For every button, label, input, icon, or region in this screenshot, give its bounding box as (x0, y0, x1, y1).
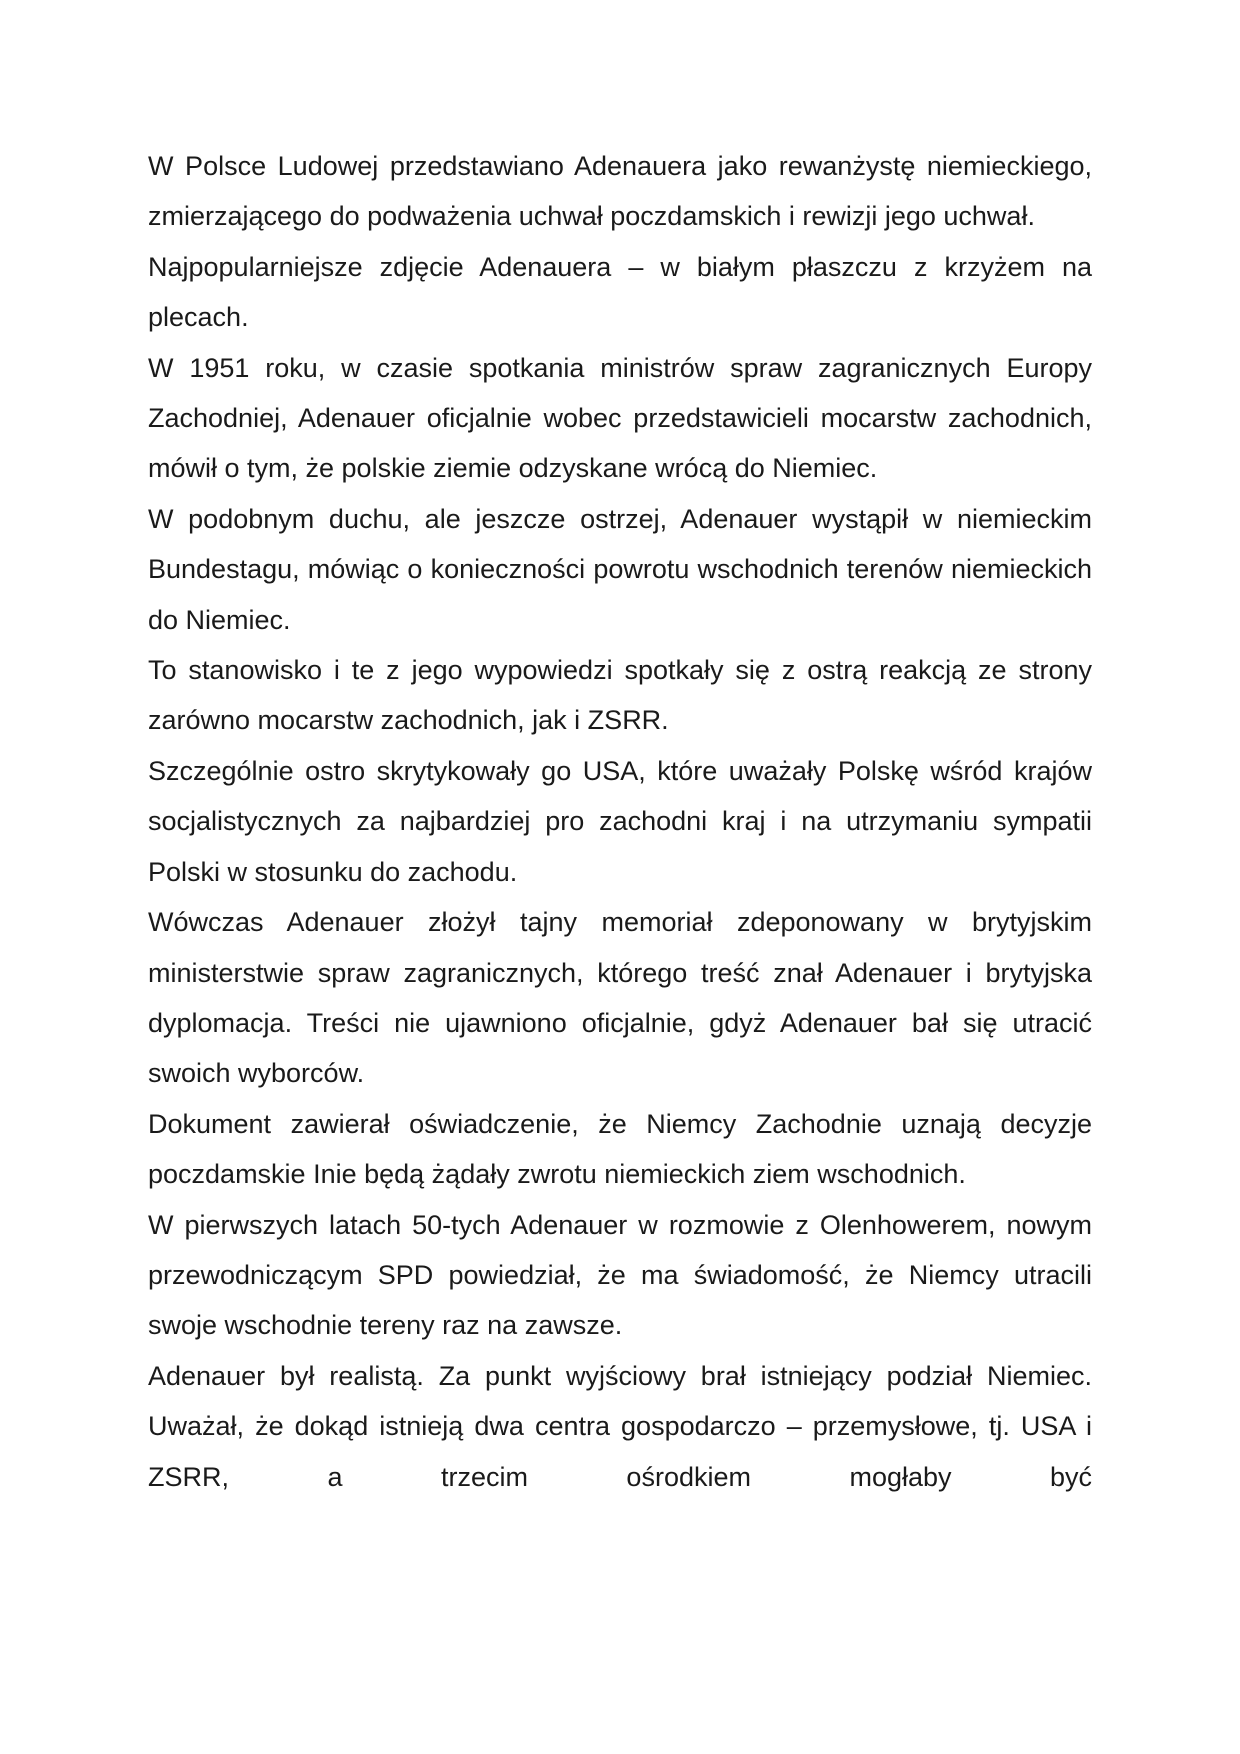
paragraph: W pierwszych latach 50-tych Adenauer w rozmowie z Olenhowerem, nowym przewodniczącym SPD powiedział, że ma świadomość, że Niemcy utracili swoje wschodnie tereny raz na zawsze. (148, 1209, 1092, 1341)
paragraph: Dokument zawierał oświadczenie, że Niemcy Zachodnie uznają decyzje poczdamskie Inie będą żądały zwrotu niemieckich ziem wschodnich. (148, 1108, 1092, 1190)
paragraph: To stanowisko i te z jego wypowiedzi spotkały się z ostrą reakcją ze strony zarówno mocarstw zachodnich, jak i ZSRR. (148, 655, 1092, 736)
paragraph: Najpopularniejsze zdjęcie Adenauera – w białym płaszczu z krzyżem na plecach. (148, 251, 1092, 333)
paragraph: Adenauer był realistą. Za punkt wyjściowy brał istniejący podział Niemiec. Uważał, że dokąd istnieją dwa centra gospodarczo – przemysłowe, tj. USA i ZSRR, a trzecim ośrodkiem mogłaby być (148, 1360, 1092, 1492)
paragraph: Wówczas Adenauer złożył tajny memoriał zdeponowany w brytyjskim ministerstwie spraw zagranicznych, którego treść znał Adenauer i brytyjska dyplomacja. Treści nie ujawniono oficjalnie, gdyż Adenauer bał się utracić swoich wyborców. (148, 907, 1092, 1089)
paragraph: W 1951 roku, w czasie spotkania ministrów spraw zagranicznych Europy Zachodniej, Adenauer oficjalnie wobec przedstawicieli mocarstw zachodnich, mówił o tym, że polskie ziemie odzyskane wrócą do Niemiec. (148, 352, 1092, 484)
paragraph: W Polsce Ludowej przedstawiano Adenauera jako rewanżystę niemieckiego, zmierzającego do podważenia uchwał poczdamskich i rewizji jego uchwał. (148, 151, 1092, 232)
paragraph: Szczególnie ostro skrytykowały go USA, które uważały Polskę wśród krajów socjalistycznych za najbardziej pro zachodni kraj i na utrzymaniu sympatii Polski w stosunku do zachodu. (148, 755, 1092, 887)
document-page (148, 141, 1092, 1502)
paragraph: W podobnym duchu, ale jeszcze ostrzej, Adenauer wystąpił w niemieckim Bundestagu, mówiąc o konieczności powrotu wschodnich terenów niemieckich do Niemiec. (148, 503, 1092, 635)
